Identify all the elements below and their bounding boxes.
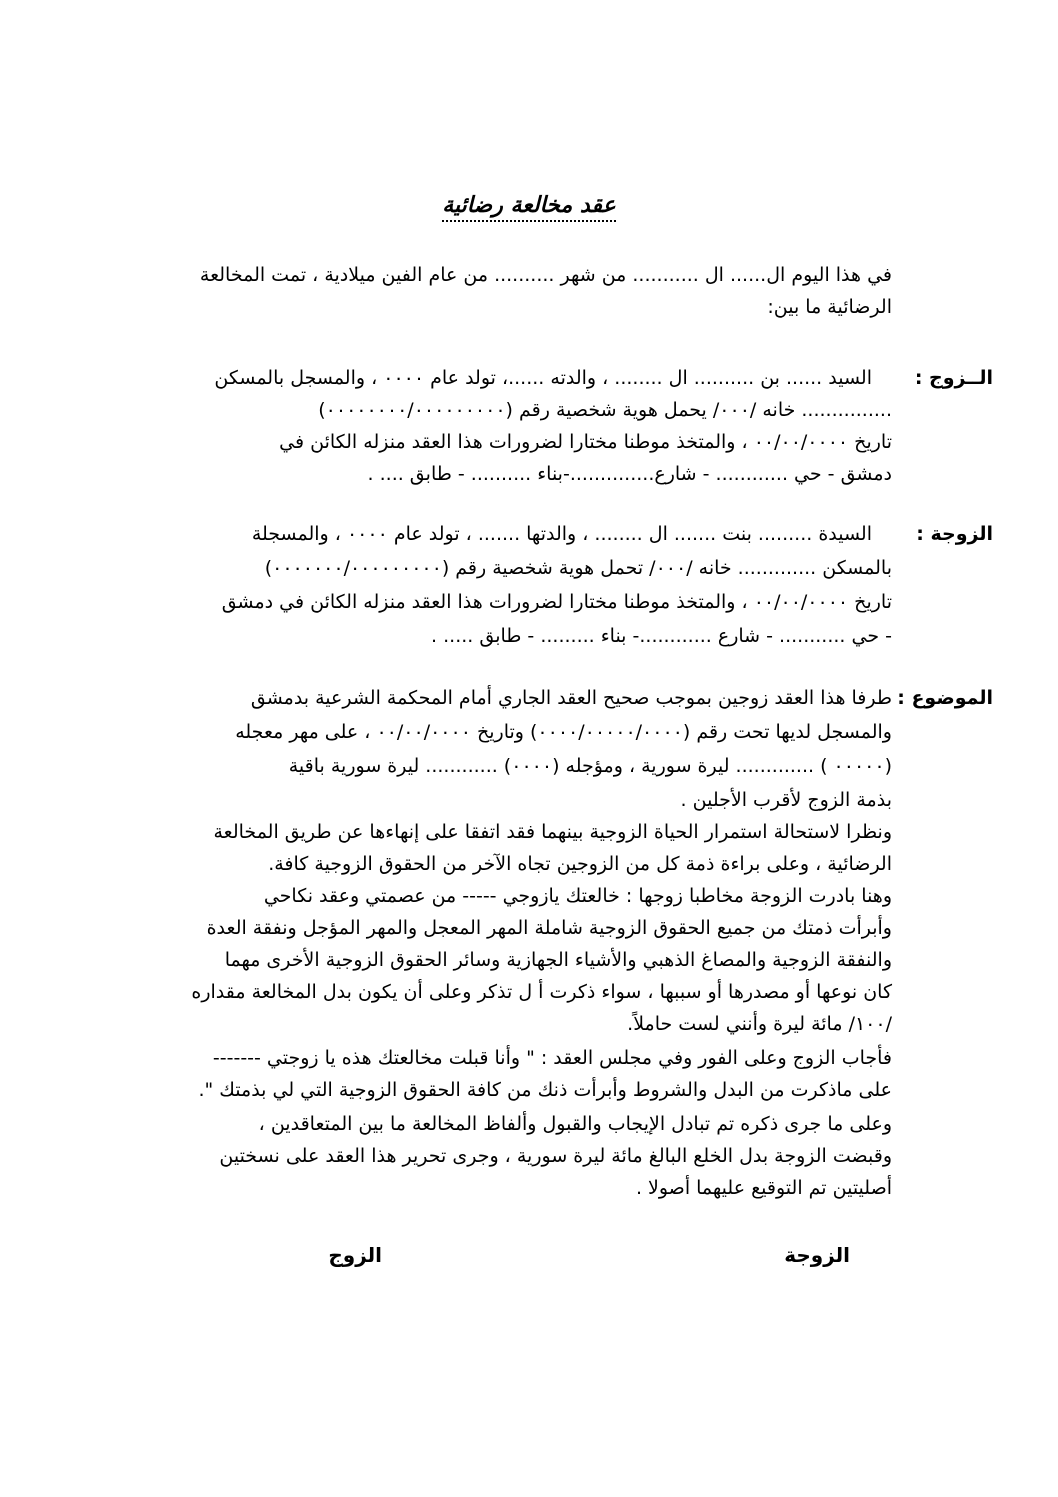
subject-line-8: وأبرأت ذمتك من جميع الحقوق الزوجية شاملة المهر المعجل والمهر المؤجل ونفقة العدة xyxy=(206,917,892,939)
subject-line-2: والمسجل لديها تحت رقم (٠٠٠٠/٠٠٠٠٠/٠٠٠٠) وتاريخ ٠٠/٠٠/٠٠٠٠ ، على مهر معجله xyxy=(235,721,892,743)
intro-line-2: الرضائية ما بين: xyxy=(767,296,892,318)
husband-signature-label: الزوج xyxy=(328,1243,382,1267)
subject-line-11: /١٠٠/ مائة ليرة وأنني لست حاملاً. xyxy=(627,1013,892,1035)
document-title: عقد مخالعة رضائية xyxy=(442,193,616,222)
subject-line-13: على ماذكرت من البدل والشروط وأبرأت ذنك من كافة الحقوق الزوجية التي لي بذمتك ". xyxy=(198,1079,892,1101)
subject-line-10: كان نوعها أو مصدرها أو سببها ، سواء ذكرت أ ل تذكر وعلى أن يكون بدل المخالعة مقداره xyxy=(191,981,892,1003)
husband-line-1: السيد ...... بن .......... ال ........ ، والدته ......، تولد عام ٠٠٠٠ ، والمسجل بالمسكن xyxy=(214,367,872,389)
husband-line-2: ............... خانه /٠٠٠/ يحمل هوية شخصية رقم (٠٠٠٠٠٠٠٠/٠٠٠٠٠٠٠٠٠) xyxy=(318,399,892,421)
subject-line-6: الرضائية ، وعلى براءة ذمة كل من الزوجين تجاه الآخر من الحقوق الزوجية كافة. xyxy=(268,853,892,875)
subject-line-3: (٠٠٠٠٠ ) ............. ليرة سورية ، ومؤجله (٠٠٠٠) ............ ليرة سورية باقية xyxy=(288,755,892,777)
wife-signature-label: الزوجة xyxy=(784,1243,850,1267)
wife-line-3: تاريخ ٠٠/٠٠/٠٠٠٠ ، والمتخذ موطنا مختارا لضرورات هذا العقد منزله الكائن في دمشق xyxy=(221,591,892,613)
intro-line-1: في هذا اليوم ال...... ال ........... من شهر .......... من عام الفين ميلادية ، تمت المخالعة xyxy=(199,264,892,286)
subject-line-16: أصليتين تم التوقيع عليهما أصولا . xyxy=(635,1177,892,1199)
subject-line-14: وعلى ما جرى ذكره تم تبادل الإيجاب والقبول وألفاظ المخالعة ما بين المتعاقدين ، xyxy=(258,1113,892,1135)
subject-line-15: وقبضت الزوجة بدل الخلع البالغ مائة ليرة سورية ، وجرى تحرير هذا العقد على نسختين xyxy=(219,1145,892,1167)
subject-line-5: ونظرا لاستحالة استمرار الحياة الزوجية بينهما فقد اتفقا على إنهاءها عن طريق المخالعة xyxy=(213,821,892,843)
subject-line-4: بذمة الزوج لأقرب الأجلين . xyxy=(680,789,892,811)
subject-line-12: فأجاب الزوج وعلى الفور وفي مجلس العقد : " وأنا قبلت مخالعتك هذه يا زوجتي ------- xyxy=(212,1047,892,1069)
wife-label: الزوجة : xyxy=(916,523,993,545)
subject-line-7: وهنا بادرت الزوجة مخاطبا زوجها : خالعتك يازوجي ----- من عصمتي وعقد نكاحي xyxy=(263,885,892,907)
wife-line-4: - حي ........... - شارع ............- بناء ......... - طابق ..... . xyxy=(431,625,892,647)
subject-line-1: طرفا هذا العقد زوجين بموجب صحيح العقد الجاري أمام المحكمة الشرعية بدمشق xyxy=(250,687,892,709)
husband-label: الــزوج : xyxy=(914,367,993,389)
husband-line-3: تاريخ ٠٠/٠٠/٠٠٠٠ ، والمتخذ موطنا مختارا لضرورات هذا العقد منزله الكائن في xyxy=(279,431,892,453)
subject-line-9: والنفقة الزوجية والمصاغ الذهبي والأشياء الجهازية وسائر الحقوق الزوجية الأخرى مهما xyxy=(224,949,892,971)
document-title-wrap xyxy=(0,193,1058,218)
wife-line-1: السيدة ......... بنت ....... ال ........ ، والدتها ....... ، تولد عام ٠٠٠٠ ، والمسجلة xyxy=(251,523,872,545)
wife-line-2: بالمسكن ............. خانه /٠٠٠/ تحمل هوية شخصية رقم (٠٠٠٠٠٠٠/٠٠٠٠٠٠٠٠٠) xyxy=(264,557,892,579)
husband-line-4: دمشق - حي ............ - شارع..............-بناء .......... - طابق .... . xyxy=(367,463,892,485)
subject-label: الموضوع : xyxy=(897,687,993,709)
